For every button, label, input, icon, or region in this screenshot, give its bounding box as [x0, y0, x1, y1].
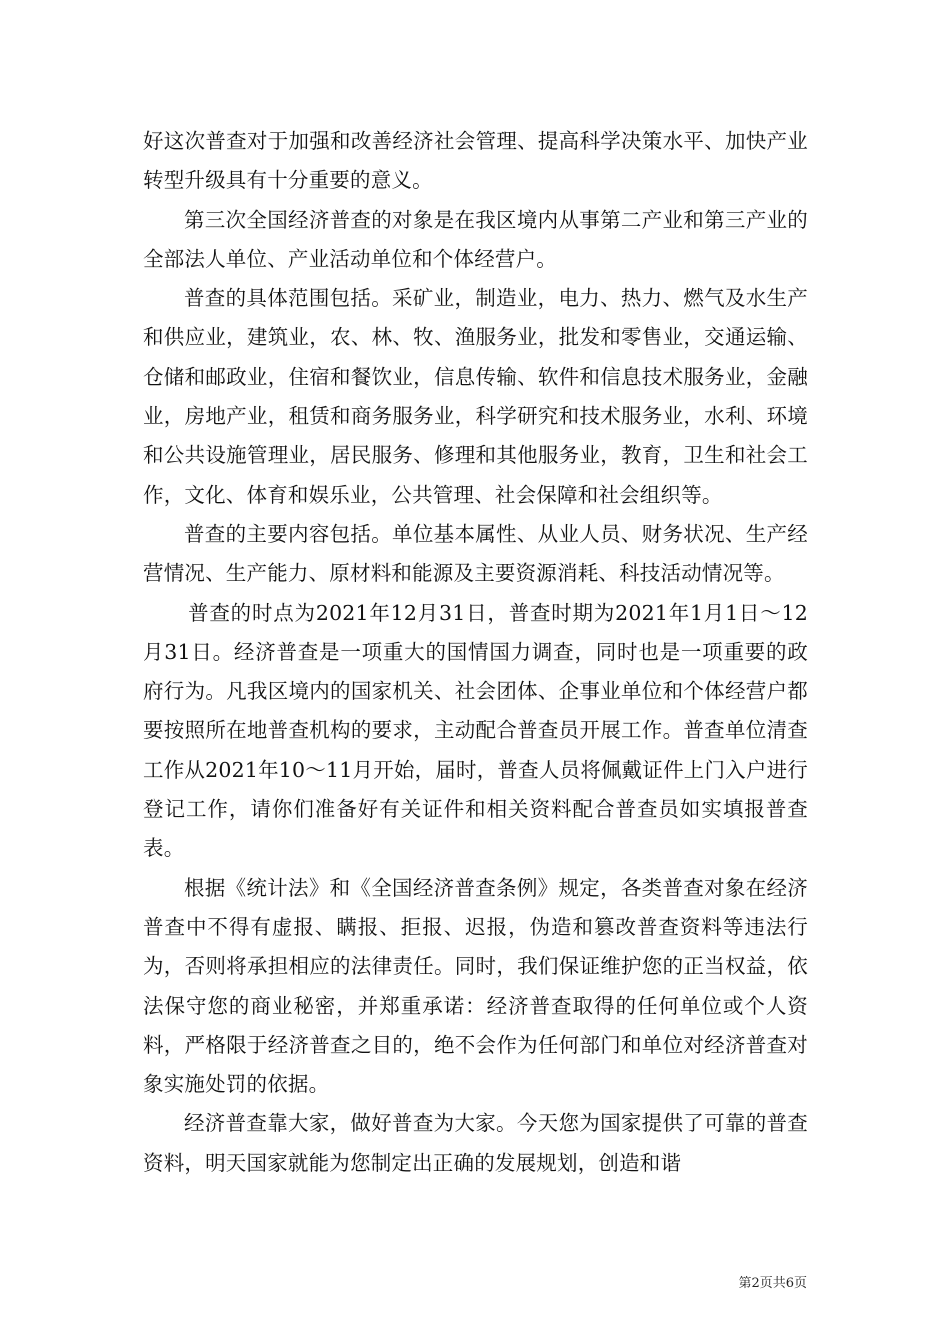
page-number-footer: 第2页共6页 — [738, 1276, 807, 1291]
document-body — [143, 122, 808, 1183]
paragraph-census-content: 普查的主要内容包括。单位基本属性、从业人员、财务状况、生产经营情况、生产能力、原材料和能源及主要资源消耗、科技活动情况等。 — [143, 521, 808, 586]
paragraph-continuation: 好这次普查对于加强和改善经济社会管理、提高科学决策水平、加快产业转型升级具有十分重要的意义。 — [143, 129, 808, 193]
paragraph-closing: 经济普查靠大家，做好普查为大家。今天您为国家提供了可靠的普查资料，明天国家就能为您制定出正确的发展规划，创造和谐 — [143, 1111, 808, 1175]
paragraph-census-objects: 第三次全国经济普查的对象是在我区境内从事第二产业和第三产业的全部法人单位、产业活动单位和个体经营户。 — [143, 207, 808, 271]
paragraph-census-timing: 普查的时点为2021年12月31日，普查时期为2021年1月1日～12月31日。经济普查是一项重大的国情国力调查，同时也是一项重要的政府行为。凡我区境内的国家机关、社会团体、企事业单位和个体经营户都要按照所在地普查机构的要求，主动配合普查员开展工作。普查单位清查工作从2021年10～11月开始，届时，普查人员将佩戴证件上门入户进行登记工作，请你们准备好有关证件和相关资料配合普查员如实填报普查表。 — [143, 600, 808, 861]
paragraph-census-scope: 普查的具体范围包括。采矿业，制造业，电力、热力、燃气及水生产和供应业，建筑业，农、林、牧、渔服务业，批发和零售业，交通运输、仓储和邮政业，住宿和餐饮业，信息传输、软件和信息技术服务业，金融业，房地产业，租赁和商务服务业，科学研究和技术服务业，水利、环境和公共设施管理业，居民服务、修理和其他服务业，教育，卫生和社会工作，文化、体育和娱乐业，公共管理、社会保障和社会组织等。 — [143, 286, 808, 507]
paragraph-legal-obligations: 根据《统计法》和《全国经济普查条例》规定，各类普查对象在经济普查中不得有虚报、瞒报、拒报、迟报，伪造和篡改普查资料等违法行为，否则将承担相应的法律责任。同时，我们保证维护您的正当权益，依法保守您的商业秘密，并郑重承诺：经济普查取得的任何单位或个人资料，严格限于经济普查之目的，绝不会作为任何部门和单位对经济普查对象实施处罚的依据。 — [143, 875, 808, 1097]
